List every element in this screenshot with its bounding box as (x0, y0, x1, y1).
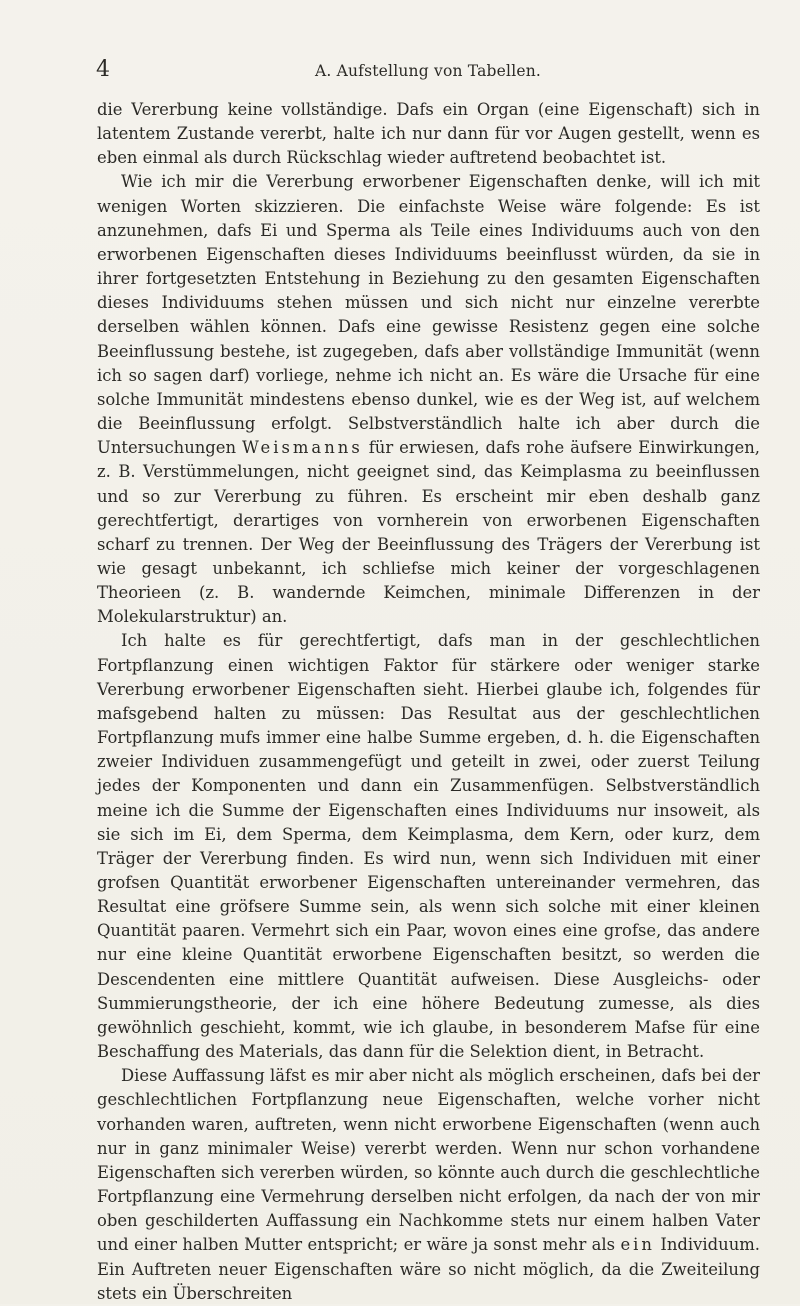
body-text (97, 98, 760, 1306)
paragraph-2 (97, 170, 760, 629)
emphasis-ein: ein (620, 1235, 655, 1255)
paragraph-4 (97, 1064, 760, 1306)
paragraph-2-text-b: für erwiesen, dafs rohe äufsere Einwirkungen, z. B. Verstümmelungen, nicht geeignet sind, das Keimplasma zu beeinflussen und so zur Vererbung zu führen. Es erscheint mir eben deshalb ganz gerechtfertigt, derartiges von vornherein von erworbenen Eigenschaften scharf zu trennen. Der Weg der Beeinflussung des Trägers der Vererbung ist wie gesagt unbekannt, ich schliefse mich keiner der vorgeschlagenen Theorieen (z. B. wandernde Keimchen, minimale Differenzen in der Molekularstruktur) an. (97, 438, 760, 627)
author-name-weismann: Weismanns (242, 438, 363, 458)
running-head (96, 58, 760, 82)
page-number: 4 (96, 57, 110, 82)
paragraph-4-text-b: Individuum. Ein Auftreten neuer Eigenschaften wäre so nicht möglich, da die Zweiteilung stets ein Überschreiten (97, 1235, 760, 1303)
paragraph-4-text-a: Diese Auffassung läfst es mir aber nicht als möglich erscheinen, dafs bei der geschlechtlichen Fortpflanzung neue Eigenschaften, welche vorher nicht vorhanden waren, auftreten, wenn nicht erworbene Eigenschaften (wenn auch nur in ganz minimaler Weise) vererbt werden. Wenn nur schon vorhandene Eigenschaften sich vererben würden, so könnte auch durch die geschlechtliche Fortpflanzung eine Vermehrung derselben nicht erfolgen, da nach der von mir oben geschilderten Auffassung ein Nachkomme stets nur einem halben Vater und einer halben Mutter entspricht; er wäre ja sonst mehr als (97, 1066, 760, 1255)
paragraph-1: die Vererbung keine vollständige. Dafs ein Organ (eine Eigenschaft) sich in latentem Zustande vererbt, halte ich nur dann für vor Augen gestellt, wenn es eben einmal als durch Rückschlag wieder auftretend beobachtet ist. (97, 100, 760, 168)
paragraph-3: Ich halte es für gerechtfertigt, dafs man in der geschlechtlichen Fortpflanzung einen wichtigen Faktor für stärkere oder weniger starke Vererbung erworbener Eigenschaften sieht. Hierbei glaube ich, folgendes für mafsgebend halten zu müssen: Das Resultat aus der geschlechtlichen Fortpflanzung mufs immer eine halbe Summe ergeben, d. h. die Eigenschaften zweier Individuen zusammengefügt und geteilt in zwei, oder zuerst Teilung jedes der Komponenten und dann ein Zusammenfügen. Selbstverständlich meine ich die Summe der Eigenschaften eines Individuums nur insoweit, als sie sich im Ei, dem Sperma, dem Keimplasma, dem Kern, oder kurz, dem Träger der Vererbung finden. Es wird nun, wenn sich Individuen mit einer grofsen Quantität erworbener Eigenschaften untereinander vermehren, das Resultat eine gröfsere Summe sein, als wenn sich solche mit einer kleinen Quantität paaren. Vermehrt sich ein Paar, wovon eines eine grofse, das andere nur eine kleine Quantität erworbene Eigenschaften besitzt, so werden die Descendenten eine mittlere Quantität aufweisen. Diese Ausgleichs- oder Summierungstheorie, der ich eine höhere Bedeutung zumesse, als dies gewöhnlich geschieht, kommt, wie ich glaube, in besonderem Mafse für eine Beschaffung des Materials, das dann für die Selektion dient, in Betracht. (97, 631, 760, 1062)
running-title: A. Aufstellung von Tabellen. (314, 62, 542, 80)
paragraph-2-text-a: Wie ich mir die Vererbung erworbener Eigenschaften denke, will ich mit wenigen Worten skizzieren. Die einfachste Weise wäre folgende: Es ist anzunehmen, dafs Ei und Sperma als Teile eines Individuums auch von den erworbenen Eigenschaften dieses Individuums beeinflusst würden, da sie in ihrer fortgesetzten Entstehung in Beziehung zu den gesamten Eigenschaften dieses Individuums stehen müssen und sich nicht nur einzelne vererbte derselben wählen können. Dafs eine gewisse Resistenz gegen eine solche Beeinflussung bestehe, ist zugegeben, dafs aber vollständige Immunität (wenn ich so sagen darf) vorliege, nehme ich nicht an. Es wäre die Ursache für eine solche Immunität mindestens ebenso dunkel, wie es der Weg ist, auf welchem die Beeinflussung erfolgt. Selbstverständlich halte ich aber durch die Untersuchungen (97, 172, 760, 458)
